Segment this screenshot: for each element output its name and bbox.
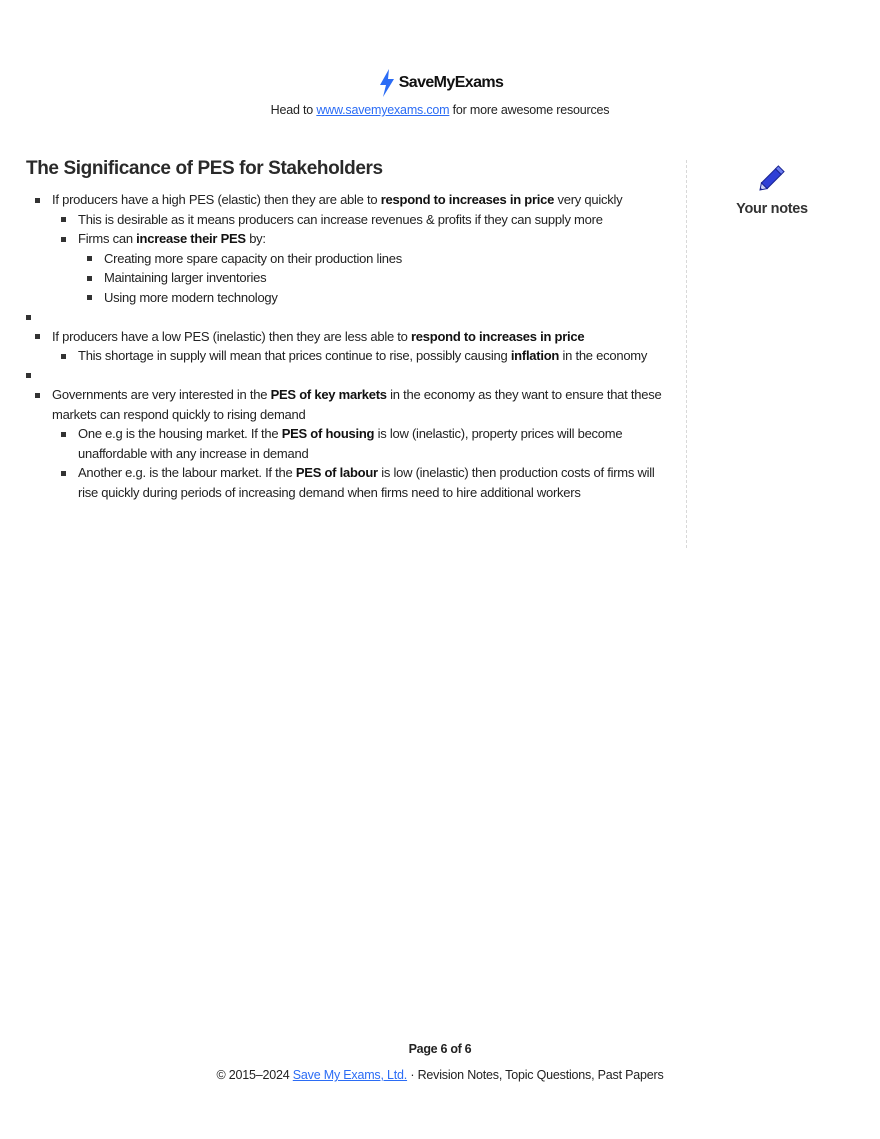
bold-text: inflation bbox=[510, 348, 560, 363]
page-header bbox=[0, 68, 880, 117]
text: Maintaining larger inventories bbox=[104, 270, 267, 285]
notes-divider bbox=[686, 160, 687, 548]
tagline-prefix: Head to bbox=[270, 103, 317, 117]
lightning-bolt-icon bbox=[377, 68, 397, 98]
list-item bbox=[26, 327, 676, 347]
bold-text: respond to increases in price bbox=[380, 192, 555, 207]
text: Another e.g. is the labour market. If the bbox=[78, 465, 296, 480]
copyright bbox=[0, 1068, 880, 1082]
text: If producers have a low PES (inelastic) then they are less able to bbox=[52, 328, 411, 344]
list-item bbox=[26, 288, 676, 308]
bold-text: respond to increases in price bbox=[411, 328, 585, 344]
text: Using more modern technology bbox=[104, 289, 278, 305]
copyright-prefix: © 2015–2024 bbox=[216, 1068, 293, 1082]
company-link[interactable]: Save My Exams, Ltd. bbox=[292, 1068, 408, 1082]
list-item bbox=[26, 268, 676, 288]
text: This shortage in supply will mean that prices continue to rise, possibly causing bbox=[78, 348, 511, 363]
list-item bbox=[26, 229, 676, 249]
main-content bbox=[26, 158, 676, 502]
bold-text: increase their PES bbox=[136, 231, 246, 246]
list-item bbox=[26, 463, 676, 502]
text: in the economy as they want to ensure that these markets can respond quickly to rising demand bbox=[52, 387, 662, 422]
page-number: Page 6 of 6 bbox=[408, 1042, 472, 1056]
bullet-list bbox=[26, 190, 676, 502]
list-item bbox=[26, 190, 676, 210]
text: is low (inelastic), property prices will become unaffordable with any increase in demand bbox=[78, 426, 623, 461]
your-notes-label: Your notes bbox=[736, 201, 808, 217]
list-spacer bbox=[26, 307, 676, 327]
bold-text: PES of key markets bbox=[270, 387, 387, 402]
tagline bbox=[0, 103, 880, 117]
logo[interactable] bbox=[377, 68, 504, 98]
list-item bbox=[26, 424, 676, 463]
logo-text: SaveMyExams bbox=[398, 74, 504, 91]
bold-text: PES of labour bbox=[295, 465, 378, 480]
text: Creating more spare capacity on their production lines bbox=[104, 250, 402, 266]
text: very quickly bbox=[554, 192, 623, 207]
list-item bbox=[26, 210, 676, 230]
text: Governments are very interested in the bbox=[52, 387, 271, 402]
pencil-icon bbox=[755, 162, 789, 194]
list-item bbox=[26, 249, 676, 269]
bold-text: PES of housing bbox=[281, 426, 375, 441]
text: by: bbox=[245, 231, 266, 246]
text: Firms can bbox=[78, 231, 137, 246]
text: is low (inelastic) then production costs of firms will rise quickly during periods of increasing demand when firms need to hire additional workers bbox=[78, 465, 655, 500]
copyright-suffix: · Revision Notes, Topic Questions, Past Papers bbox=[407, 1068, 664, 1082]
your-notes[interactable] bbox=[734, 162, 810, 217]
section-title: The Significance of PES for Stakeholders bbox=[26, 158, 383, 179]
website-link[interactable]: www.savemyexams.com bbox=[316, 103, 450, 117]
tagline-suffix: for more awesome resources bbox=[449, 103, 610, 117]
list-spacer bbox=[26, 366, 676, 386]
text: One e.g is the housing market. If the bbox=[78, 426, 282, 441]
list-item bbox=[26, 385, 676, 424]
list-item bbox=[26, 346, 676, 366]
text: in the economy bbox=[559, 348, 648, 363]
text: If producers have a high PES (elastic) then they are able to bbox=[52, 192, 381, 207]
text: This is desirable as it means producers can increase revenues & profits if they can supply more bbox=[78, 211, 603, 227]
